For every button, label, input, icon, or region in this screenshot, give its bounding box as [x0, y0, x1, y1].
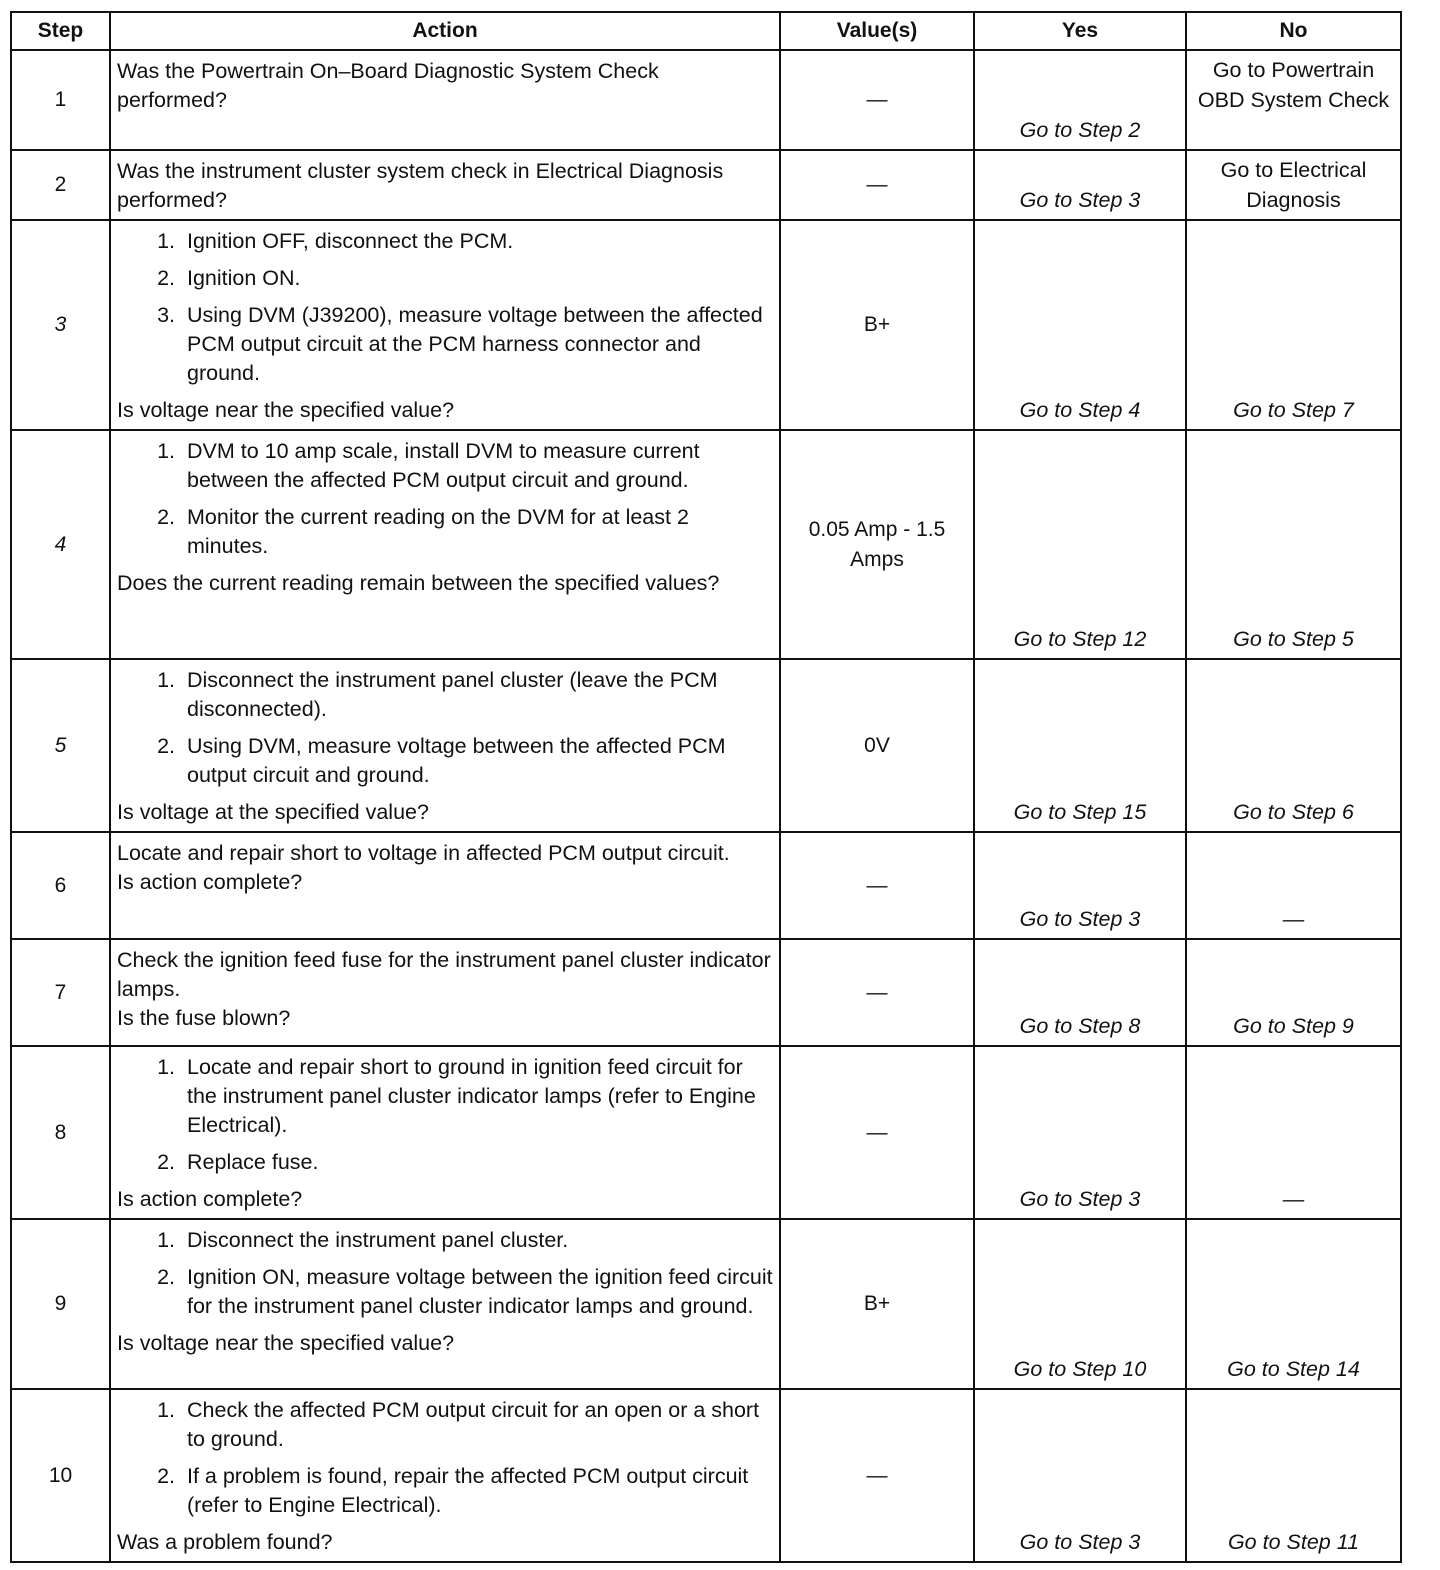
- table-row: [11, 150, 1401, 220]
- action-step-item: 2. Using DVM, measure voltage between the affected PCM output circuit and ground.: [181, 732, 773, 790]
- value-cell: 0.05 Amp - 1.5 Amps: [780, 430, 974, 659]
- action-question: Is the fuse blown?: [117, 1006, 291, 1030]
- no-cell: [1186, 1389, 1401, 1562]
- action-steps-list: [117, 227, 773, 388]
- action-cell: [110, 220, 780, 430]
- step-number: 2: [11, 150, 110, 220]
- value-cell: B+: [780, 220, 974, 430]
- yes-goto-link[interactable]: Go to Step 8: [1019, 1014, 1141, 1038]
- no-cell: [1186, 150, 1401, 220]
- yes-cell: [974, 150, 1186, 220]
- yes-cell: [974, 659, 1186, 832]
- table-body: [11, 50, 1401, 1562]
- yes-cell: [974, 1219, 1186, 1389]
- action-cell: [110, 150, 780, 220]
- table-row: [11, 1046, 1401, 1219]
- no-cell: [1186, 832, 1401, 939]
- table-row: [11, 1219, 1401, 1389]
- yes-cell: [974, 939, 1186, 1046]
- action-text: Was the Powertrain On–Board Diagnostic System Check performed?: [117, 59, 659, 112]
- action-cell: [110, 430, 780, 659]
- yes-goto-link[interactable]: Go to Step 3: [1019, 1530, 1141, 1554]
- step-number: 8: [11, 1046, 110, 1219]
- action-step-item: 1. DVM to 10 amp scale, install DVM to measure current between the affected PCM output circuit and ground.: [181, 437, 773, 495]
- no-cell: [1186, 1046, 1401, 1219]
- action-steps-list: [117, 1226, 773, 1321]
- no-goto-link[interactable]: Go to Step 14: [1227, 1357, 1360, 1381]
- no-goto-link[interactable]: Go to Step 6: [1233, 800, 1354, 824]
- yes-goto-link[interactable]: Go to Step 4: [1019, 398, 1141, 422]
- yes-cell: [974, 430, 1186, 659]
- action-question: Is action complete?: [117, 870, 303, 894]
- action-question: Is voltage at the specified value?: [117, 800, 429, 824]
- yes-cell: [974, 50, 1186, 150]
- action-cell: [110, 1046, 780, 1219]
- yes-cell: [974, 1046, 1186, 1219]
- yes-goto-link[interactable]: Go to Step 2: [1019, 118, 1141, 142]
- action-cell: [110, 1389, 780, 1562]
- yes-goto-link[interactable]: Go to Step 3: [1019, 907, 1141, 931]
- action-step-item: 3. Using DVM (J39200), measure voltage between the affected PCM output circuit at the PCM harness connector and ground.: [181, 301, 773, 388]
- value-cell: 0V: [780, 659, 974, 832]
- yes-goto-link[interactable]: Go to Step 3: [1019, 1187, 1141, 1211]
- step-number: 3: [11, 220, 110, 430]
- action-step-item: 1. Disconnect the instrument panel cluster (leave the PCM disconnected).: [181, 666, 773, 724]
- no-goto-link[interactable]: Go to Step 9: [1233, 1014, 1354, 1038]
- header-action: Action: [110, 12, 780, 50]
- action-text: Locate and repair short to voltage in affected PCM output circuit.: [117, 841, 730, 865]
- action-steps-list: [117, 1053, 773, 1177]
- no-dash: —: [1282, 907, 1305, 931]
- value-cell: —: [780, 1046, 974, 1219]
- step-number: 4: [11, 430, 110, 659]
- yes-cell: [974, 1389, 1186, 1562]
- header-row: [11, 12, 1401, 50]
- action-text: Check the ignition feed fuse for the instrument panel cluster indicator lamps.: [117, 948, 771, 1001]
- table-row: [11, 430, 1401, 659]
- yes-cell: [974, 220, 1186, 430]
- action-question: Was a problem found?: [117, 1530, 333, 1554]
- no-cell: [1186, 659, 1401, 832]
- yes-goto-link[interactable]: Go to Step 15: [1013, 800, 1147, 824]
- step-number: 7: [11, 939, 110, 1046]
- value-cell: —: [780, 150, 974, 220]
- step-number: 1: [11, 50, 110, 150]
- table-row: [11, 659, 1401, 832]
- step-number: 10: [11, 1389, 110, 1562]
- yes-goto-link[interactable]: Go to Step 12: [1013, 627, 1147, 651]
- table-row: [11, 220, 1401, 430]
- no-dash: —: [1282, 1187, 1305, 1211]
- header-no: No: [1186, 12, 1401, 50]
- action-cell: [110, 832, 780, 939]
- yes-goto-link[interactable]: Go to Step 3: [1019, 188, 1141, 212]
- action-steps-list: [117, 666, 773, 790]
- action-step-item: 2. If a problem is found, repair the affected PCM output circuit (refer to Engine Electrical).: [181, 1462, 773, 1520]
- no-cell: [1186, 939, 1401, 1046]
- step-number: 5: [11, 659, 110, 832]
- action-step-item: 2. Monitor the current reading on the DVM for at least 2 minutes.: [181, 503, 773, 561]
- table-row: [11, 50, 1401, 150]
- action-cell: [110, 659, 780, 832]
- no-cell: [1186, 1219, 1401, 1389]
- table-row: [11, 832, 1401, 939]
- action-text: Was the instrument cluster system check in Electrical Diagnosis performed?: [117, 159, 724, 212]
- value-cell: —: [780, 939, 974, 1046]
- no-goto-link[interactable]: Go to Step 5: [1233, 627, 1354, 651]
- value-cell: —: [780, 50, 974, 150]
- action-step-item: 2. Replace fuse.: [181, 1148, 773, 1177]
- no-reference-text: Go to Powertrain OBD System Check: [1197, 58, 1390, 112]
- action-step-item: 1. Check the affected PCM output circuit for an open or a short to ground.: [181, 1396, 773, 1454]
- value-cell: B+: [780, 1219, 974, 1389]
- no-cell: [1186, 430, 1401, 659]
- value-cell: —: [780, 832, 974, 939]
- no-cell: [1186, 220, 1401, 430]
- action-step-item: 2. Ignition ON, measure voltage between the ignition feed circuit for the instrument panel cluster indicator lamps and ground.: [181, 1263, 773, 1321]
- action-cell: [110, 1219, 780, 1389]
- action-cell: [110, 939, 780, 1046]
- no-goto-link[interactable]: Go to Step 11: [1227, 1530, 1360, 1554]
- action-steps-list: [117, 1396, 773, 1520]
- yes-cell: [974, 832, 1186, 939]
- table-row: [11, 939, 1401, 1046]
- no-goto-link[interactable]: Go to Step 7: [1233, 398, 1354, 422]
- action-question: Does the current reading remain between the specified values?: [117, 571, 720, 595]
- step-number: 9: [11, 1219, 110, 1389]
- action-steps-list: [117, 437, 773, 561]
- table-row: [11, 1389, 1401, 1562]
- diagnostic-table: [10, 11, 1402, 1563]
- step-number: 6: [11, 832, 110, 939]
- action-question: Is action complete?: [117, 1187, 303, 1211]
- yes-goto-link[interactable]: Go to Step 10: [1013, 1357, 1147, 1381]
- no-cell: [1186, 50, 1401, 150]
- value-cell: —: [780, 1389, 974, 1562]
- action-question: Is voltage near the specified value?: [117, 1331, 455, 1355]
- header-step: Step: [11, 12, 110, 50]
- action-step-item: 1. Ignition OFF, disconnect the PCM.: [181, 227, 773, 256]
- action-question: Is voltage near the specified value?: [117, 398, 455, 422]
- action-step-item: 1. Disconnect the instrument panel cluster.: [181, 1226, 773, 1255]
- action-step-item: 1. Locate and repair short to ground in ignition feed circuit for the instrument panel cluster indicator lamps (refer to Engine Electrical).: [181, 1053, 773, 1140]
- header-values: Value(s): [780, 12, 974, 50]
- action-cell: [110, 50, 780, 150]
- header-yes: Yes: [974, 12, 1186, 50]
- action-step-item: 2. Ignition ON.: [181, 264, 773, 293]
- no-reference-text: Go to Electrical Diagnosis: [1220, 158, 1367, 212]
